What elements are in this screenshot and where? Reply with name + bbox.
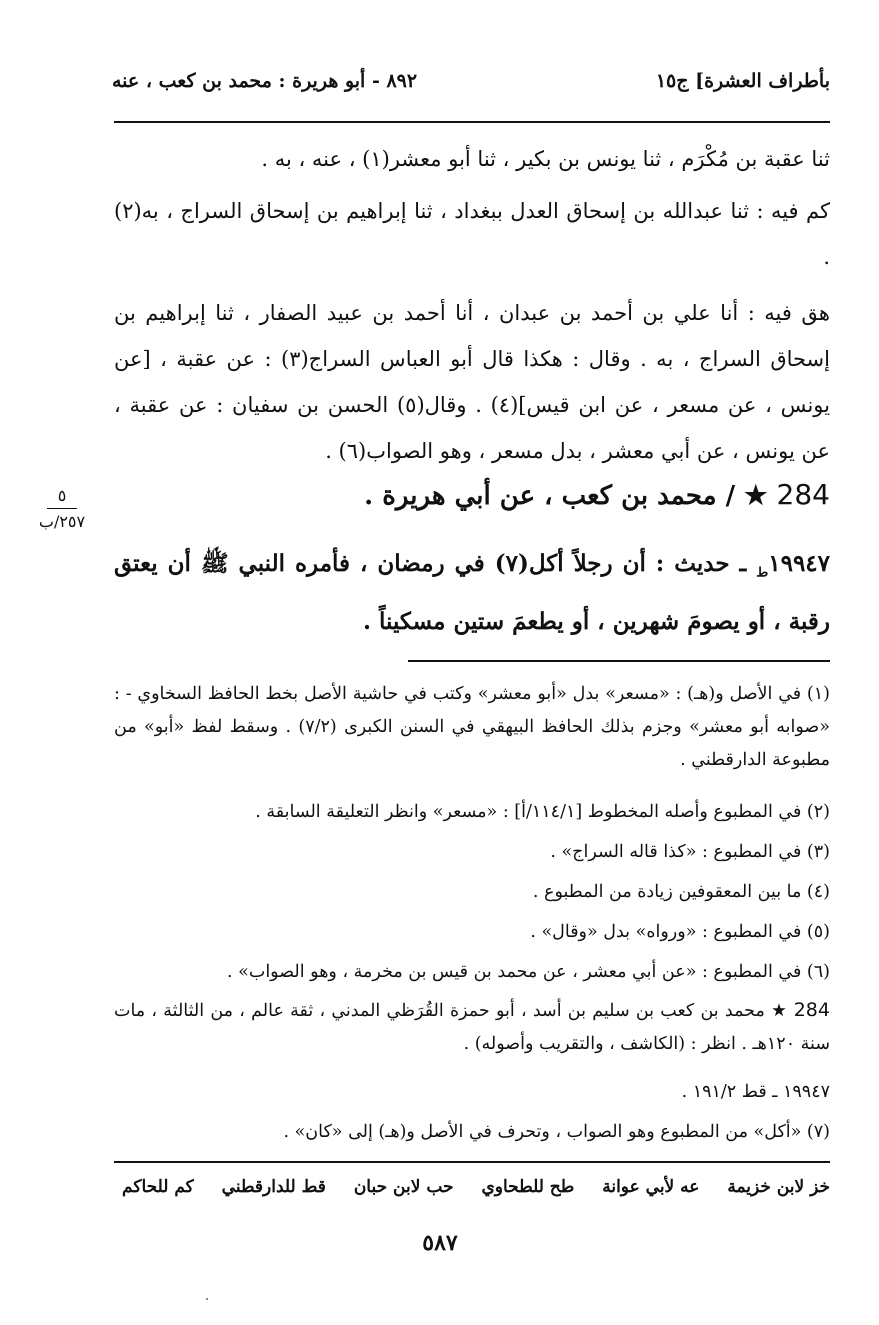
footnote-5: (٥) في المطبوع : «ورواه» بدل «وقال» . (530, 922, 830, 942)
footnote-6: (٦) في المطبوع : «عن أبي معشر ، عن محمد بن قيس بن مخرمة ، وهو الصواب» . (227, 962, 830, 982)
running-header (112, 66, 830, 102)
abbr-item: حب لابن حبان (353, 1177, 454, 1197)
scan-speck (206, 1298, 208, 1300)
header-volume: بأطراف العشرة] ج١٥ (655, 70, 830, 92)
star-icon: ★ (744, 481, 768, 511)
star-icon: ★ (771, 1001, 788, 1021)
footnote-7: (٧) «أكل» من المطبوع وهو الصواب ، وتحرف في الأصل و(هـ) إلى «كان» . (283, 1122, 830, 1142)
margin-note-line (47, 508, 77, 509)
reference-note: ١٩٩٤٧ ـ قط ١٩١/٢ . (681, 1082, 830, 1102)
abbreviations-key (114, 1177, 830, 1197)
abbr-item: خز لابن خزيمة (727, 1177, 830, 1197)
margin-note-bottom: ٢٥٧/ب (38, 512, 86, 531)
footnote-1: (١) في الأصل و(هـ) : «مسعر» بدل «أبو معشر» وكتب في حاشية الأصل بخط الحافظ السخاوي - : «صوابه أبو معشر» وجزم بذلك الحافظ البيهقي في السنن الكبرى (٧/٢) . وسقط لفظ «أبو» من مطبوعة الدارقطني . (114, 684, 830, 770)
footnote-2: (٢) في المطبوع وأصله المخطوط [١١٤/١/أ] : «مسعر» وانظر التعليقة السابقة . (255, 802, 830, 822)
chapter-number: 284 (776, 478, 830, 511)
hadith-number: ١٩٩٤٧ (768, 550, 831, 577)
abbr-item: عه لأبي عوانة (602, 1177, 700, 1197)
abbr-item: طح للطحاوي (481, 1177, 575, 1197)
abbr-item: كم للحاكم (122, 1177, 194, 1197)
hadith-mark: ط (756, 565, 769, 581)
page-number: ٥٨٧ (422, 1230, 458, 1256)
abbreviations-rule (114, 1161, 830, 1163)
margin-note-top: ٥ (57, 486, 67, 505)
footnote-4: (٤) ما بين المعقوفين زيادة من المطبوع . (532, 882, 830, 902)
paragraph-1: ثنا عقبة بن مُكْرَم ، ثنا يونس بن بكير ، ثنا أبو معشر(١) ، عنه ، به . (261, 147, 830, 171)
bio-note-text: محمد بن كعب بن سليم بن أسد ، أبو حمزة القُرَظي المدني ، ثقة عالم ، من الثالثة ، مات سنة ١٢٠هـ . انظر : (الكاشف ، والتقريب وأصوله) . (114, 1001, 830, 1054)
header-chapter: ٨٩٢ - أبو هريرة : محمد بن كعب ، عنه (112, 70, 418, 92)
abbr-item: قط للدارقطني (221, 1177, 326, 1197)
paragraph-3: هق فيه : أنا علي بن أحمد بن عبدان ، أنا أحمد بن عبيد الصفار ، ثنا إبراهيم بن إسحاق السراج ، به . وقال : هكذا قال أبو العباس السراج(٣) : عن عقبة ، [عن يونس ، عن مسعر ، عن ابن قيس](٤) . وقال(٥) الحسن بن سفيان : عن عقبة ، عن يونس ، عن أبي معشر ، بدل مسعر ، وهو الصواب(٦) . (114, 301, 830, 463)
bio-note-number: 284 (793, 999, 830, 1021)
chapter-heading (114, 478, 830, 528)
footnote-3: (٣) في المطبوع : «كذا قاله السراج» . (550, 842, 830, 862)
chapter-title: محمد بن كعب ، عن أبي هريرة . (364, 481, 717, 511)
bio-note (114, 994, 830, 1061)
margin-note (30, 486, 94, 531)
footnote-rule (408, 660, 830, 662)
header-rule (114, 121, 830, 123)
paragraph-2: كم فيه : ثنا عبدالله بن إسحاق العدل ببغداد ، ثنا إبراهيم بن إسحاق السراج ، به(٢) . (114, 199, 830, 269)
chapter-separator: / (725, 481, 736, 511)
hadith-entry (114, 540, 830, 646)
hadith-text: ـ حديث : أن رجلاً أكل(٧) في رمضان ، فأمره النبي ﷺ أن يعتق رقبة ، أو يصومَ شهرين ، أو يطعمَ ستين مسكيناً . (114, 550, 830, 635)
